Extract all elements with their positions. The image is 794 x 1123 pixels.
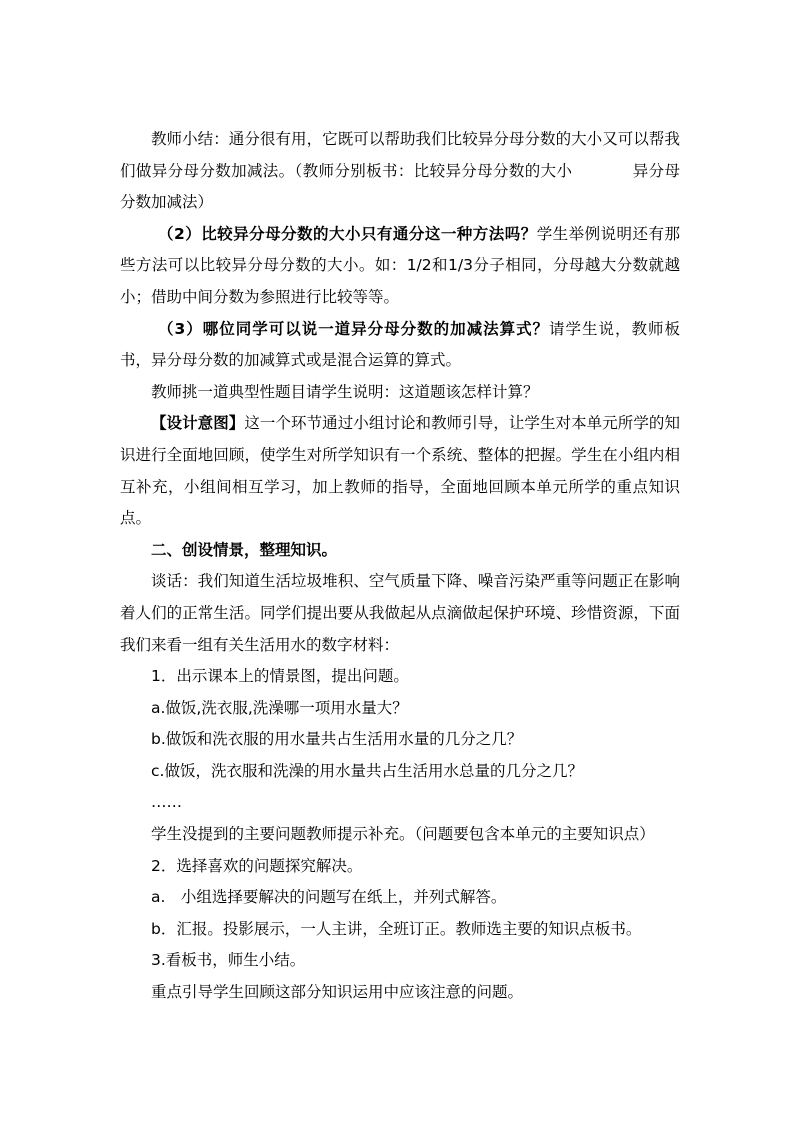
question-2-text: 学生举例说明还有那些方法可以比较异分母分数的大小。如：1/2和1/3分子相同，分母越大分数就越小；借助中间分数为参照进行比较等等。 (120, 224, 680, 306)
section-2-heading: 二、创设情景，整理知识。 (151, 540, 338, 559)
document-body (120, 124, 680, 1009)
design-intent-text: 这一个环节通过小组讨论和教师引导，让学生对本单元所学的知识进行全面地回顾，使学生对所学知识有一个系统、整体的把握。学生在小组内相互补充，小组间相互学习，加上教师的指导，全面地回顾本单元所学的重点知识点。 (120, 414, 680, 528)
step-2a-item: a. 小组选择要解决的问题写在纸上，并列式解答。 (151, 888, 507, 907)
question-3-heading: （3）哪位同学可以说一道异分母分数的加减法算式？ (158, 319, 550, 338)
teacher-summary-tail: 异分母分数加减法） (120, 161, 680, 212)
step-2-item: 2．选择喜欢的问题探究解决。 (151, 856, 363, 875)
question-3-text: 请学生说，教师板书，异分母分数的加减算式或是混合运算的算式。 (120, 319, 680, 370)
question-b-item: b.做饭和洗衣服的用水量共占生活用水量的几分之几？ (151, 730, 523, 749)
question-c-item: c.做饭，洗衣服和洗澡的用水量共占生活用水总量的几分之几？ (151, 761, 583, 780)
ellipsis-line: …… (151, 793, 182, 812)
question-a-item: a.做饭,洗衣服,洗澡哪一项用水量大？ (151, 698, 408, 717)
design-intent-label: 【设计意图】 (151, 414, 245, 433)
step-3-item: 3.看板书，师生小结。 (151, 951, 306, 970)
teacher-summary-paragraph (120, 124, 680, 219)
question-3-paragraph (120, 314, 680, 377)
step-2b-item: b．汇报。投影展示，一人主讲，全班订正。教师选主要的知识点板书。 (151, 919, 642, 938)
teacher-example-paragraph: 教师挑一道典型性题目请学生说明：这道题该怎样计算？ (151, 382, 539, 401)
teacher-summary-text: 教师小结：通分很有用，它既可以帮助我们比较异分母分数的大小又可以帮我们做异分母分数加减法。（教师分别板书：比较异分母分数的大小 (120, 130, 680, 180)
design-intent-paragraph (120, 408, 680, 534)
focus-guidance-paragraph: 重点引导学生回顾这部分知识运用中应该注意的问题。 (151, 983, 524, 1002)
question-2-paragraph (120, 219, 680, 314)
question-2-heading: （2）比较异分母分数的大小只有通分这一种方法吗？ (158, 224, 537, 243)
supplement-paragraph: 学生没提到的主要问题教师提示补充。（问题要包含本单元的主要知识点） (151, 825, 655, 844)
step-1-item: 1．出示课本上的情景图，提出问题。 (151, 667, 409, 686)
talk-paragraph: 谈话：我们知道生活垃圾堆积、空气质量下降、噪音污染严重等问题正在影响着人们的正常生活。同学们提出要从我做起从点滴做起保护环境、珍惜资源，下面我们来看一组有关生活用水的数字材料： (120, 572, 680, 654)
